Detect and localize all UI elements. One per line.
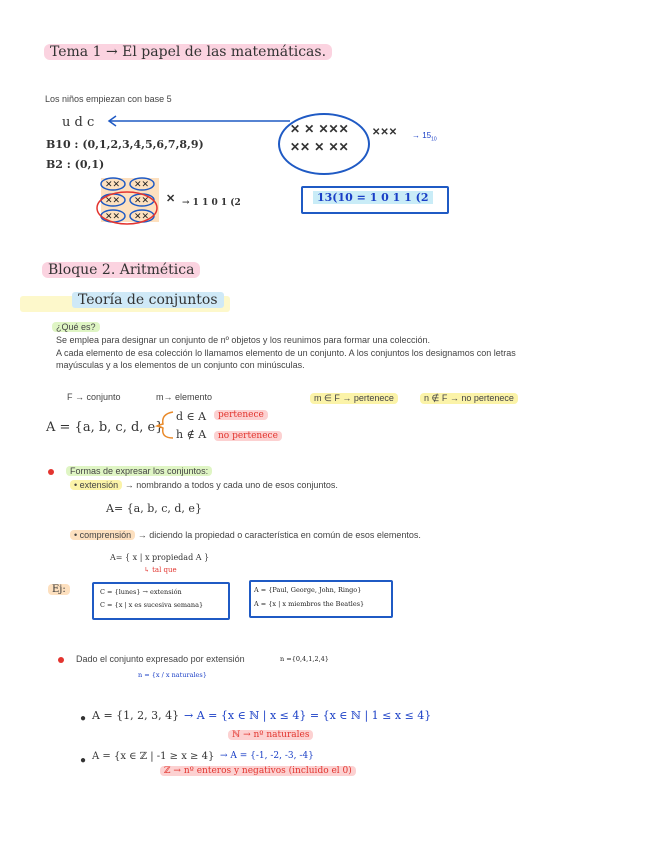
arrow-left-icon [104,112,294,132]
crosses-row-1: ✕ ✕ ✕✕✕ [290,122,349,136]
crosses-extra: ✕✕✕ [372,127,398,138]
bullet-1: ● [80,713,87,724]
extension-text: → nombrando a todos y cada uno de esos conjuntos. [124,480,338,490]
no-pertenece-rule: n ∉ F → no pertenece [420,393,518,404]
brace-icon [155,410,177,440]
arrow-15-label: → $15_{10}$ [412,131,437,143]
que-es-line-1: Se emplea para designar un conjunto de nº objetos y los reunimos para formar una colección. [56,335,431,345]
box2-line-1: A = {Paul, George, John, Ringo} [254,586,362,594]
h-not-in-a: h ∉ A [176,428,207,441]
que-es-label: ¿Qué es? [52,322,100,332]
m-elemento: m→ elemento [156,392,213,402]
box2-line-2: A = {x | x miembros the Beatles} [254,600,365,608]
set-a1: A = {1, 2, 3, 4} [92,709,180,722]
enteros-note: ℤ → nº enteros y negativos (incluido el 0) [160,766,356,776]
extension-label: • extensión [70,480,122,490]
pertenece-rule: m ∈ F → pertenece [310,393,398,404]
set-a: A = {a, b, c, d, e} [46,420,164,435]
svg-text:✕✕: ✕✕ [105,180,121,190]
base-10-label: B10 : (0,1,2,3,4,5,6,7,8,9) [46,138,204,151]
naturales-note: ℕ → nº naturales [228,730,313,740]
grid-extra-x: ✕ [166,192,176,205]
udc-label: u d c [62,115,95,130]
comprension-text: → diciendo la propiedad o característica en común de esos elementos. [137,530,421,540]
page-title: Tema 1 → El papel de las matemáticas. [44,44,332,60]
svg-text:✕✕: ✕✕ [134,196,150,206]
que-es-line-2: A cada elemento de esa colección lo llamamos elemento de un conjunto. A los conjuntos los designamos con letras [56,348,516,358]
pertenece-tag: pertenece [214,410,268,420]
formas-heading: Formas de expresar los conjuntos: [66,466,212,476]
svg-text:✕✕: ✕✕ [105,196,121,206]
no-pertenece-tag: no pertenece [214,431,282,441]
bloque-subtitle: Teoría de conjuntos [72,292,224,308]
bases-intro: Los niños empiezan con base 5 [45,94,172,104]
base-2-label: B2 : (0,1) [46,158,105,171]
crosses-row-2: ✕✕ ✕ ✕✕ [290,140,349,154]
svg-text:✕✕: ✕✕ [134,212,150,222]
set-a1-comprehension: → A = {x ∈ ℕ | x ≤ 4} = {x ∈ ℕ | 1 ≤ x ≤ 4} [184,709,432,722]
box1-line-1: C = {lunes} → extensión [100,588,182,596]
que-es-line-3: mayúsculas y a los elementos de un conjunto con minúsculas. [56,360,305,370]
set-a2-extension: → A = {-1, -2, -3, -4} [220,751,314,761]
n-expression: n = {x / x naturales} [138,671,207,679]
svg-text:✕✕: ✕✕ [134,180,150,190]
dado-text: Dado el conjunto expresado por extensión [76,654,245,664]
f-conjunto: F → conjunto [67,392,121,402]
extension-example: A= {a, b, c, d, e} [106,502,202,515]
tal-que: ↳ tal que [144,566,177,574]
bullet-dot-2 [58,657,64,663]
comprension-example: A= { x | x propiedad A } [110,553,210,562]
d-in-a: d ∈ A [176,410,207,423]
binary-result: → 1 1 0 1 (2 [182,198,241,208]
bullet-dot [48,469,54,475]
bloque-title: Bloque 2. Aritmética [42,262,200,278]
comprension-label: • comprensión [70,530,135,540]
bullet-2: ● [80,755,87,766]
box1-line-2: C = {x | x es sucesiva semana} [100,601,204,609]
equation: 13(10 = 1 0 1 1 (2 [313,191,433,204]
set-n: n ={0,4,1,2,4} [280,655,329,663]
set-a2: A = {x ∈ ℤ | -1 ≥ x ≥ 4} [92,751,215,762]
crosses-grid [96,173,166,229]
svg-text:✕✕: ✕✕ [105,212,121,222]
ej-label: Ej: [48,584,70,595]
